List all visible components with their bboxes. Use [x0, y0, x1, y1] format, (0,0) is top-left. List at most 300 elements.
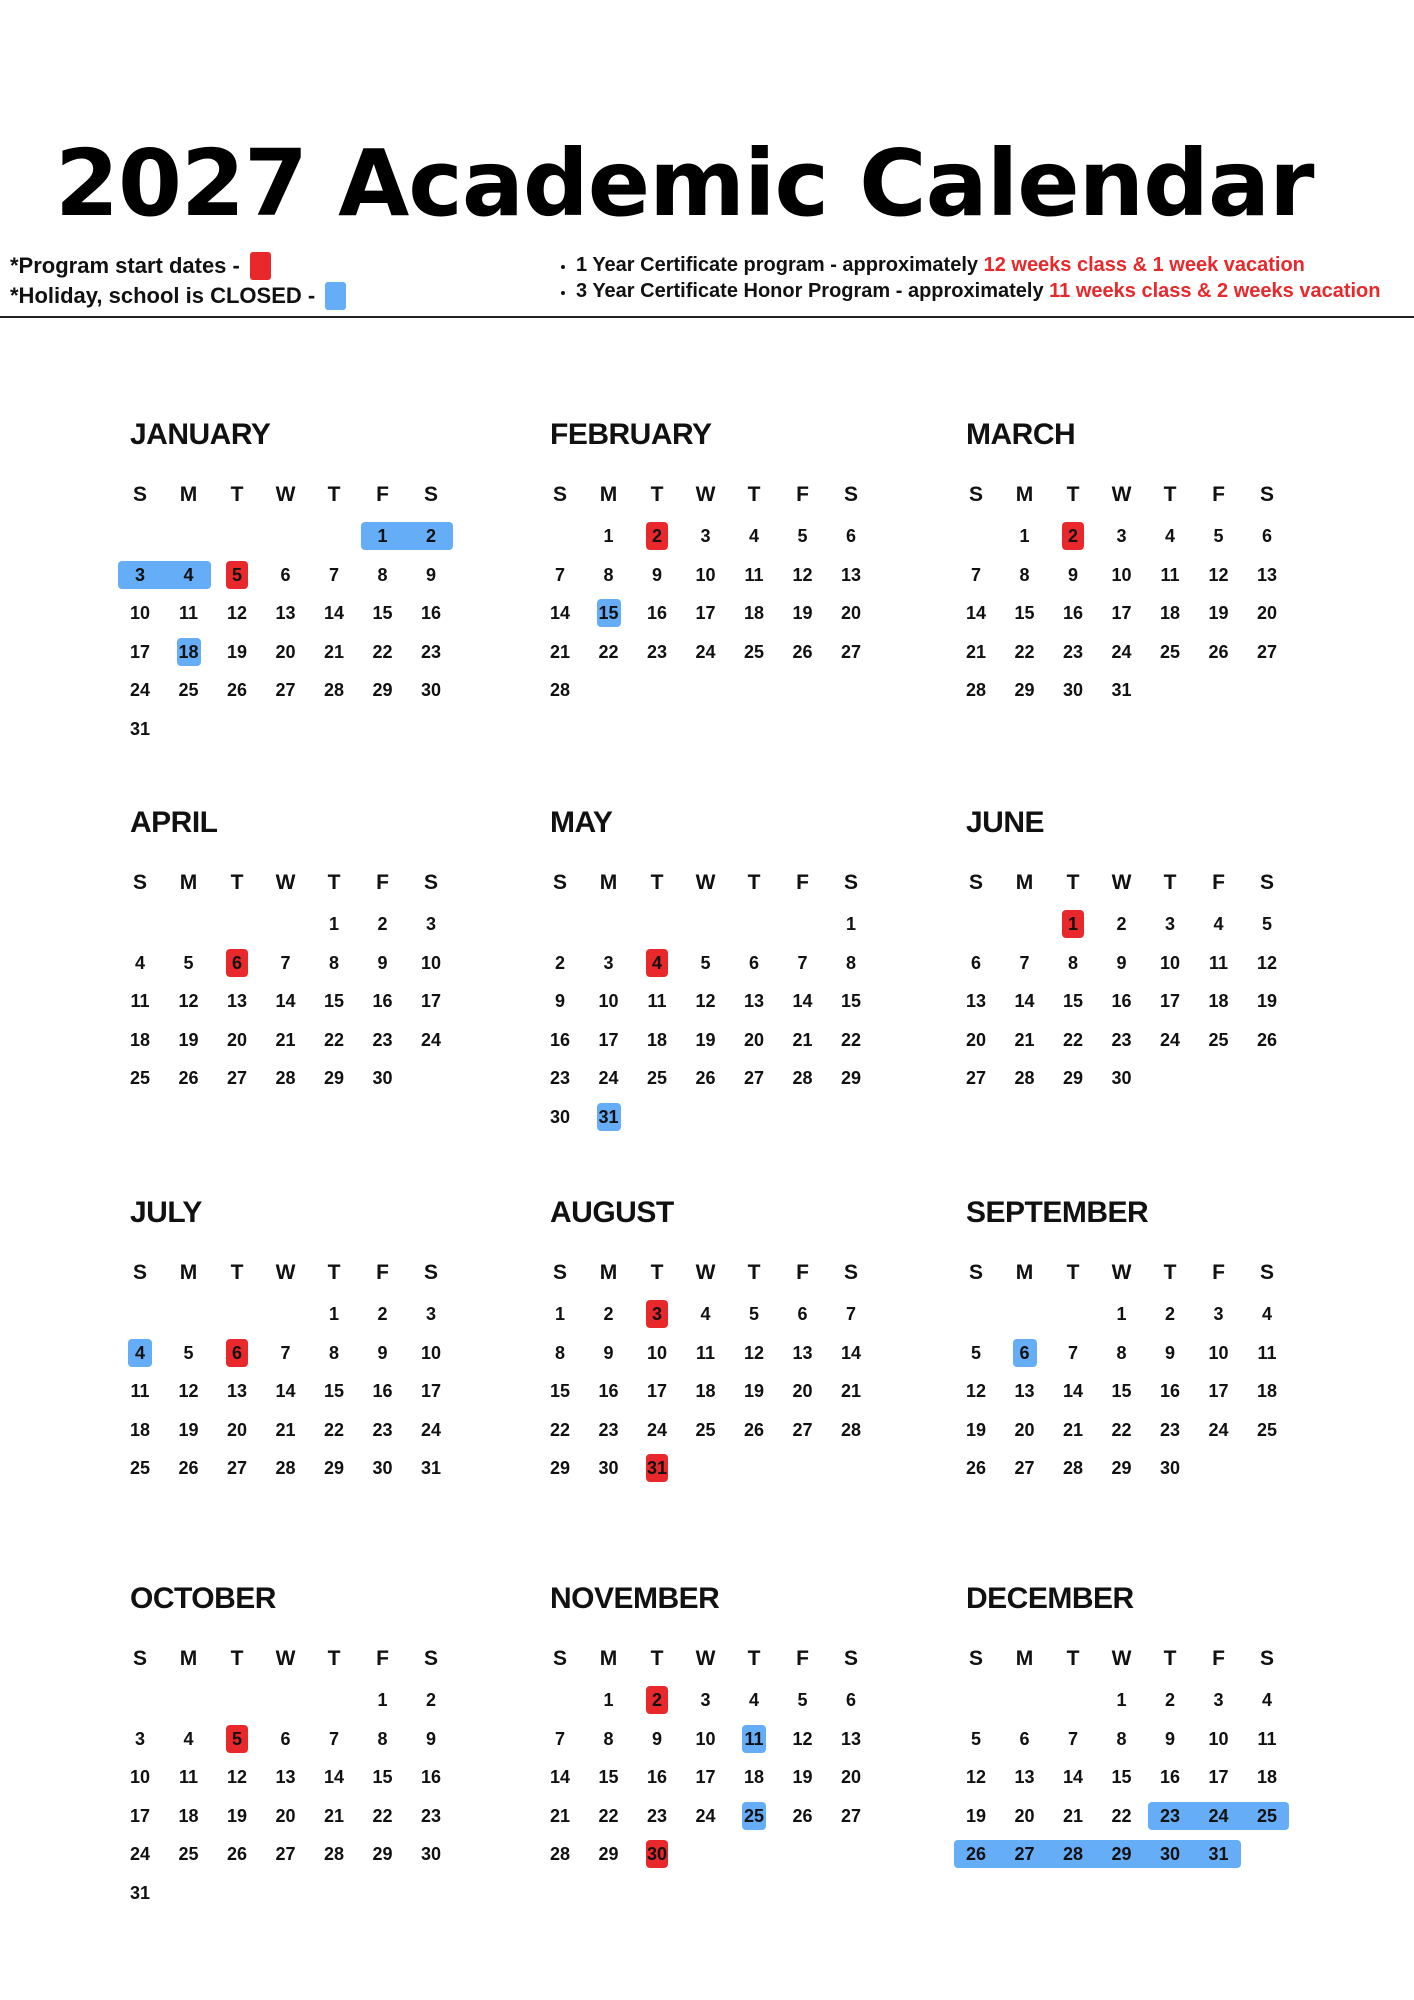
day-cell: 29	[372, 1844, 393, 1864]
day-cell: 12	[178, 1381, 199, 1401]
day-cell: 24	[420, 1419, 442, 1440]
day-cell: 13	[275, 603, 296, 623]
month-name: JANUARY	[130, 418, 271, 451]
day-cell: 14	[792, 991, 813, 1011]
day-cell: 27	[275, 1844, 296, 1864]
holiday-day: 4	[128, 1339, 152, 1367]
weekday-label: T	[650, 1647, 664, 1670]
program-item-3-year	[576, 278, 1380, 304]
day-cell: 27	[1014, 1458, 1035, 1478]
day-cell: 8	[328, 1342, 339, 1363]
day-cell: 11	[695, 1342, 716, 1363]
day-cell: 31	[420, 1458, 442, 1478]
day-cell: 10	[1159, 952, 1181, 973]
weekday-label: T	[747, 871, 761, 894]
day-cell: 19	[792, 1767, 813, 1787]
day-cell: 9	[1164, 1728, 1175, 1749]
day-cell: 27	[275, 680, 296, 700]
day-cell: 1	[1019, 526, 1030, 546]
holiday-day: 2	[425, 526, 436, 546]
day-cell: 15	[598, 1767, 619, 1787]
day-cell: 18	[695, 1381, 716, 1401]
day-cell: 8	[1116, 1342, 1127, 1363]
month-may	[550, 806, 880, 1126]
day-cell: 25	[646, 1068, 668, 1088]
program-2-text: 3 Year Certificate Honor Program - approximately	[576, 280, 1044, 302]
holiday-day: 30	[1159, 1844, 1181, 1864]
day-cell: 15	[1062, 991, 1084, 1011]
day-cell: 1	[603, 1690, 614, 1710]
day-cell: 16	[1159, 1767, 1181, 1787]
day-cell: 25	[129, 1458, 151, 1478]
day-cell: 20	[1256, 603, 1278, 623]
day-cell: 23	[598, 1419, 619, 1440]
day-cell: 28	[1014, 1068, 1035, 1088]
weekday-label: W	[695, 1261, 716, 1284]
day-cell: 14	[549, 603, 571, 623]
day-cell: 7	[1067, 1728, 1078, 1749]
day-cell: 14	[1062, 1767, 1084, 1787]
program-start-day: 5	[226, 561, 248, 589]
weekday-label: S	[132, 483, 147, 506]
day-cell: 21	[323, 641, 345, 662]
weekday-label: T	[327, 483, 341, 506]
day-cell: 3	[425, 1304, 436, 1324]
day-cell: 16	[1062, 603, 1084, 623]
day-cell: 9	[1164, 1342, 1175, 1363]
day-cell: 24	[420, 1029, 442, 1050]
day-cell: 26	[1256, 1029, 1278, 1050]
holiday-day: 29	[1111, 1844, 1132, 1864]
day-cell: 21	[1014, 1029, 1035, 1050]
holiday-range	[954, 1840, 1241, 1868]
day-cell: 1	[603, 526, 614, 546]
day-cell: 11	[647, 991, 667, 1011]
day-cell: 26	[178, 1458, 199, 1478]
day-cell: 3	[1116, 526, 1127, 546]
day-cell: 9	[1116, 952, 1127, 973]
day-cell: 19	[178, 1419, 199, 1440]
holiday-day: 6	[1013, 1339, 1037, 1367]
weekday-label: S	[552, 1647, 567, 1670]
day-cell: 3	[1213, 1304, 1224, 1324]
program-start-day: 6	[226, 1339, 248, 1367]
day-cell: 20	[275, 641, 296, 662]
day-cell: 10	[695, 564, 716, 585]
day-cell: 22	[323, 1029, 345, 1050]
day-cell: 7	[797, 952, 808, 973]
month-august	[550, 1196, 880, 1516]
day-cell: 7	[280, 952, 291, 973]
weekday-label: T	[1163, 871, 1177, 894]
day-cell: 29	[598, 1844, 619, 1864]
day-cell: 1	[377, 1690, 388, 1710]
day-cell: 4	[183, 1728, 194, 1749]
day-cell: 3	[603, 952, 614, 973]
program-start-day: 2	[646, 522, 668, 550]
day-cell: 21	[792, 1029, 813, 1050]
day-cell: 24	[129, 1844, 151, 1864]
weekday-label: S	[843, 483, 858, 506]
day-cell: 5	[183, 1342, 194, 1363]
day-cell: 26	[226, 680, 248, 700]
day-cell: 2	[377, 1304, 388, 1324]
legend-start-row	[10, 251, 346, 281]
day-cell: 11	[744, 564, 764, 585]
day-cell: 2	[1164, 1304, 1175, 1324]
weekday-label: M	[179, 871, 198, 894]
day-cell: 7	[328, 1728, 339, 1749]
weekday-label: W	[275, 1647, 296, 1670]
day-cell: 27	[743, 1068, 765, 1088]
month-october	[130, 1582, 460, 1902]
weekday-label: S	[843, 1647, 858, 1670]
weekday-label: T	[1066, 1647, 1080, 1670]
weekday-label: T	[1066, 483, 1080, 506]
holiday-swatch-icon	[325, 282, 346, 310]
day-cell: 4	[1213, 914, 1224, 934]
month-march	[966, 418, 1296, 738]
day-cell: 24	[1208, 1419, 1229, 1440]
holiday-day: 23	[1159, 1805, 1181, 1826]
day-cell: 9	[554, 991, 565, 1011]
day-cell: 11	[130, 991, 150, 1011]
day-cell: 13	[965, 991, 987, 1011]
day-cell: 10	[646, 1342, 668, 1363]
day-cell: 5	[183, 952, 194, 973]
header-divider	[0, 316, 1414, 318]
legend-start-label: *Program start dates -	[10, 253, 240, 278]
day-cell: 8	[328, 952, 339, 973]
day-cell: 27	[840, 641, 862, 662]
day-cell: 17	[420, 991, 442, 1011]
day-cell: 21	[840, 1381, 862, 1401]
day-cell: 8	[1067, 952, 1078, 973]
day-cell: 8	[377, 564, 388, 585]
weekday-label: T	[230, 1261, 244, 1284]
day-cell: 29	[323, 1458, 345, 1478]
day-cell: 11	[130, 1381, 150, 1401]
weekday-label: S	[552, 1261, 567, 1284]
weekday-label: W	[1111, 483, 1132, 506]
day-cell: 28	[275, 1068, 296, 1088]
day-cell: 20	[743, 1029, 765, 1050]
day-cell: 20	[275, 1805, 296, 1826]
day-cell: 18	[1256, 1381, 1278, 1401]
program-1-text: 1 Year Certificate program - approximately	[576, 254, 979, 276]
day-cell: 24	[695, 641, 716, 662]
day-cell: 12	[792, 564, 813, 585]
day-cell: 25	[695, 1419, 716, 1440]
weekday-label: T	[747, 1647, 761, 1670]
holiday-day: 11	[742, 1725, 766, 1753]
day-cell: 20	[1014, 1805, 1035, 1826]
weekday-label: S	[423, 1647, 438, 1670]
day-cell: 12	[226, 603, 248, 623]
day-cell: 1	[1116, 1304, 1127, 1324]
day-cell: 6	[748, 952, 759, 973]
day-cell: 28	[549, 1844, 571, 1864]
month-name: MARCH	[966, 418, 1076, 451]
weekday-label: W	[275, 1261, 296, 1284]
day-cell: 25	[129, 1068, 151, 1088]
day-cell: 19	[1256, 991, 1278, 1011]
weekday-label: M	[1015, 871, 1034, 894]
program-list	[550, 252, 1380, 304]
weekday-label: W	[275, 483, 296, 506]
day-cell: 30	[1159, 1458, 1181, 1478]
month-name: OCTOBER	[130, 1582, 276, 1615]
day-cell: 20	[1014, 1419, 1035, 1440]
day-cell: 29	[549, 1458, 571, 1478]
weekday-label: F	[1212, 1647, 1225, 1670]
day-cell: 17	[129, 641, 151, 662]
weekday-label: T	[327, 1647, 341, 1670]
day-cell: 29	[840, 1068, 862, 1088]
day-cell: 13	[1014, 1767, 1035, 1787]
weekday-label: W	[695, 1647, 716, 1670]
day-cell: 16	[646, 1767, 668, 1787]
day-cell: 14	[275, 991, 296, 1011]
day-cell: 23	[646, 641, 668, 662]
program-item-1-year	[576, 252, 1380, 278]
day-cell: 30	[1062, 680, 1084, 700]
day-cell: 10	[129, 1767, 151, 1787]
day-cell: 2	[1116, 914, 1127, 934]
month-november	[550, 1582, 880, 1902]
day-cell: 31	[129, 718, 151, 739]
weekday-label: M	[599, 1261, 618, 1284]
day-cell: 30	[420, 680, 442, 700]
month-december	[966, 1582, 1296, 1902]
day-cell: 17	[1208, 1767, 1229, 1787]
day-cell: 30	[1111, 1068, 1132, 1088]
weekday-label: T	[230, 483, 244, 506]
day-cell: 22	[323, 1419, 345, 1440]
day-cell: 6	[797, 1304, 808, 1324]
day-cell: 6	[280, 564, 291, 585]
weekday-label: S	[552, 483, 567, 506]
weekday-label: S	[968, 1261, 983, 1284]
month-july	[130, 1196, 460, 1516]
day-cell: 10	[1111, 564, 1132, 585]
day-cell: 25	[743, 641, 765, 662]
day-cell: 11	[178, 603, 199, 623]
day-cell: 31	[129, 1882, 151, 1903]
day-cell: 7	[1019, 952, 1030, 973]
legend	[10, 251, 346, 311]
month-june	[966, 806, 1296, 1126]
day-cell: 15	[323, 1381, 345, 1401]
program-start-swatch-icon	[250, 252, 271, 280]
day-cell: 12	[178, 991, 199, 1011]
day-cell: 30	[549, 1106, 571, 1127]
day-cell: 12	[1208, 564, 1229, 585]
day-cell: 29	[1111, 1458, 1132, 1478]
month-name: NOVEMBER	[550, 1582, 720, 1615]
weekday-label: T	[327, 1261, 341, 1284]
day-cell: 11	[1257, 1342, 1277, 1363]
month-name: MAY	[550, 806, 613, 839]
weekday-label: M	[179, 483, 198, 506]
weekday-label: F	[1212, 871, 1225, 894]
day-cell: 24	[646, 1419, 668, 1440]
day-cell: 27	[226, 1068, 248, 1088]
day-cell: 25	[178, 680, 199, 700]
day-cell: 9	[377, 1342, 388, 1363]
day-cell: 16	[1159, 1381, 1181, 1401]
day-cell: 6	[970, 952, 981, 973]
legend-closed-label: *Holiday, school is CLOSED -	[10, 283, 316, 308]
day-cell: 19	[792, 603, 813, 623]
weekday-label: S	[552, 871, 567, 894]
day-cell: 15	[1111, 1767, 1132, 1787]
day-cell: 1	[554, 1304, 565, 1324]
weekday-label: S	[423, 871, 438, 894]
day-cell: 28	[323, 1844, 345, 1864]
weekday-label: S	[423, 1261, 438, 1284]
day-cell: 16	[646, 603, 668, 623]
day-cell: 1	[1116, 1690, 1127, 1710]
day-cell: 12	[792, 1728, 813, 1749]
day-cell: 21	[965, 641, 987, 662]
weekday-label: M	[599, 1647, 618, 1670]
day-cell: 8	[1116, 1728, 1127, 1749]
day-cell: 20	[840, 1767, 862, 1787]
day-cell: 23	[372, 1419, 393, 1440]
day-cell: 19	[226, 1805, 248, 1826]
program-start-day: 5	[226, 1725, 248, 1753]
day-cell: 6	[1019, 1728, 1030, 1749]
day-cell: 29	[372, 680, 393, 700]
day-cell: 17	[646, 1381, 668, 1401]
day-cell: 22	[1111, 1419, 1132, 1440]
day-cell: 4	[748, 526, 759, 546]
day-cell: 26	[178, 1068, 199, 1088]
day-cell: 9	[651, 1728, 662, 1749]
weekday-label: T	[1066, 1261, 1080, 1284]
holiday-day: 28	[1062, 1844, 1084, 1864]
program-1-highlight: 12 weeks class & 1 week vacation	[983, 254, 1305, 276]
day-cell: 1	[845, 914, 856, 934]
day-cell: 22	[372, 641, 393, 662]
day-cell: 28	[792, 1068, 813, 1088]
day-cell: 3	[1213, 1690, 1224, 1710]
day-cell: 23	[420, 641, 442, 662]
weekday-label: S	[843, 1261, 858, 1284]
weekday-label: S	[1259, 1647, 1274, 1670]
program-start-day: 4	[646, 949, 668, 977]
day-cell: 7	[1067, 1342, 1078, 1363]
weekday-label: T	[650, 1261, 664, 1284]
day-cell: 2	[377, 914, 388, 934]
weekday-label: W	[1111, 1647, 1132, 1670]
day-cell: 13	[1014, 1381, 1035, 1401]
weekday-label: M	[1015, 1647, 1034, 1670]
weekday-label: W	[1111, 871, 1132, 894]
weekday-label: T	[747, 483, 761, 506]
day-cell: 9	[651, 564, 662, 585]
day-cell: 17	[1111, 603, 1132, 623]
day-cell: 22	[1111, 1805, 1132, 1826]
day-cell: 24	[129, 680, 151, 700]
weekday-label: S	[968, 871, 983, 894]
program-start-day: 31	[646, 1454, 668, 1482]
weekday-label: F	[376, 483, 389, 506]
day-cell: 6	[280, 1728, 291, 1749]
day-cell: 27	[226, 1458, 248, 1478]
weekday-label: F	[796, 871, 809, 894]
day-cell: 28	[840, 1419, 862, 1440]
weekday-label: F	[796, 1647, 809, 1670]
holiday-day: 25	[742, 1802, 766, 1830]
weekday-label: S	[1259, 483, 1274, 506]
day-cell: 15	[372, 603, 393, 623]
day-cell: 2	[425, 1690, 436, 1710]
weekday-label: F	[1212, 1261, 1225, 1284]
day-cell: 1	[328, 914, 339, 934]
day-cell: 19	[695, 1029, 716, 1050]
weekday-label: S	[132, 1647, 147, 1670]
weekday-label: M	[1015, 1261, 1034, 1284]
day-cell: 12	[695, 991, 716, 1011]
day-cell: 9	[377, 952, 388, 973]
day-cell: 19	[178, 1029, 199, 1050]
day-cell: 18	[743, 1767, 765, 1787]
day-cell: 4	[134, 952, 145, 973]
day-cell: 16	[1111, 991, 1132, 1011]
day-cell: 8	[554, 1342, 565, 1363]
day-cell: 26	[743, 1419, 765, 1440]
weekday-label: S	[968, 483, 983, 506]
day-cell: 21	[275, 1419, 296, 1440]
day-cell: 5	[700, 952, 711, 973]
weekday-label: F	[376, 1647, 389, 1670]
day-cell: 3	[700, 1690, 711, 1710]
holiday-day: 15	[597, 599, 621, 627]
day-cell: 12	[743, 1342, 765, 1363]
program-2-highlight: 11 weeks class & 2 weeks vacation	[1049, 280, 1381, 302]
holiday-day: 31	[597, 1103, 621, 1131]
day-cell: 5	[1213, 526, 1224, 546]
holiday-day: 27	[1014, 1844, 1035, 1864]
weekday-label: M	[599, 483, 618, 506]
weekday-label: F	[376, 1261, 389, 1284]
day-cell: 12	[1256, 952, 1278, 973]
weekday-label: S	[1259, 871, 1274, 894]
day-cell: 15	[1014, 603, 1035, 623]
day-cell: 13	[840, 564, 862, 585]
day-cell: 14	[323, 603, 345, 623]
day-cell: 15	[372, 1767, 393, 1787]
day-cell: 16	[372, 1381, 393, 1401]
day-cell: 9	[1067, 564, 1078, 585]
day-cell: 12	[226, 1767, 248, 1787]
day-cell: 17	[695, 1767, 716, 1787]
day-cell: 4	[748, 1690, 759, 1710]
day-cell: 4	[700, 1304, 711, 1324]
program-start-day: 3	[646, 1300, 668, 1328]
day-cell: 16	[420, 603, 442, 623]
weekday-label: S	[132, 1261, 147, 1284]
weekday-label: T	[1163, 1261, 1177, 1284]
day-cell: 21	[549, 1805, 571, 1826]
day-cell: 3	[134, 1728, 145, 1749]
weekday-label: M	[1015, 483, 1034, 506]
page-title: 2027 Academic Calendar	[55, 130, 1314, 237]
day-cell: 10	[129, 603, 151, 623]
weekday-label: F	[796, 483, 809, 506]
